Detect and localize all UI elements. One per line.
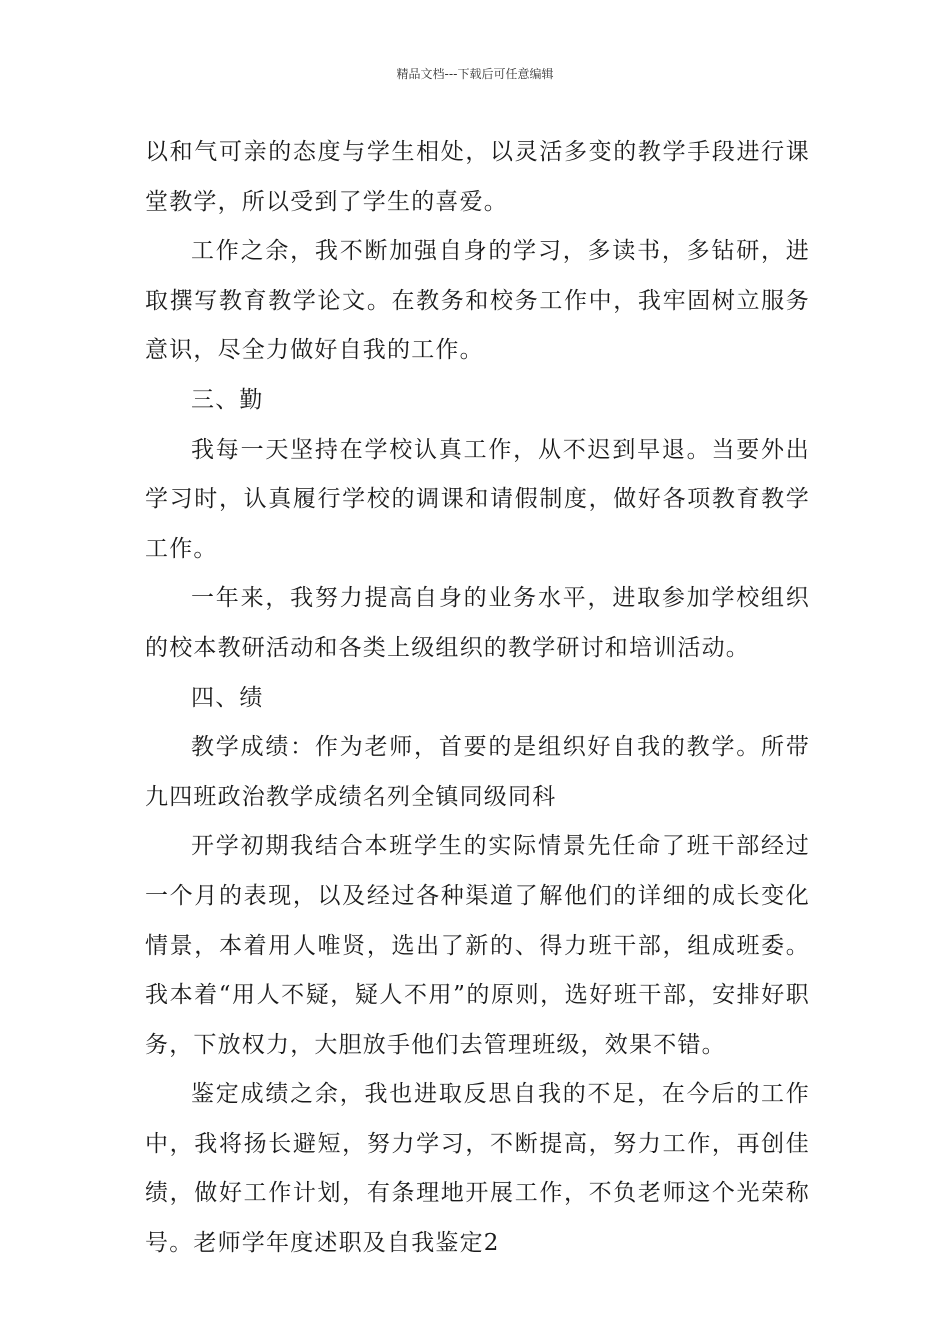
- paragraph-6: 开学初期我结合本班学生的实际情景先任命了班干部经过一个月的表现，以及经过各种渠道了解他们的详细的成长变化情景，本着用人唯贤，选出了新的、得力班干部，组成班委。我本着“用人不疑，疑人不用”的原则，选好班干部，安排好职务，下放权力，大胆放手他们去管理班级，效果不错。: [145, 833, 810, 1058]
- paragraph-3: 我每一天坚持在学校认真工作，从不迟到早退。当要外出学习时，认真履行学校的调课和请假制度，做好各项教育教学工作。: [145, 436, 810, 562]
- paragraph-7: 鉴定成绩之余，我也进取反思自我的不足，在今后的工作中，我将扬长避短，努力学习，不断提高，努力工作，再创佳绩，做好工作计划，有条理地开展工作，不负老师这个光荣称号。老师学年度述职及自我鉴定2: [145, 1081, 810, 1257]
- section-heading-qin: 三、勤: [191, 386, 264, 413]
- document-body: [145, 128, 810, 1269]
- page-header: 精品文档---下载后可任意编辑: [396, 67, 554, 81]
- paragraph-4: 一年来，我努力提高自身的业务水平，进取参加学校组织的校本教研活动和各类上级组织的教学研讨和培训活动。: [145, 585, 810, 661]
- paragraph-1: 以和气可亲的态度与学生相处，以灵活多变的教学手段进行课堂教学，所以受到了学生的喜爱。: [145, 139, 810, 215]
- paragraph-2: 工作之余，我不断加强自身的学习，多读书，多钻研，进取撰写教育教学论文。在教务和校务工作中，我牢固树立服务意识，尽全力做好自我的工作。: [145, 238, 810, 364]
- paragraph-5: 教学成绩：作为老师，首要的是组织好自我的教学。所带九四班政治教学成绩名列全镇同级同科: [145, 734, 810, 810]
- section-heading-ji: 四、绩: [191, 684, 264, 711]
